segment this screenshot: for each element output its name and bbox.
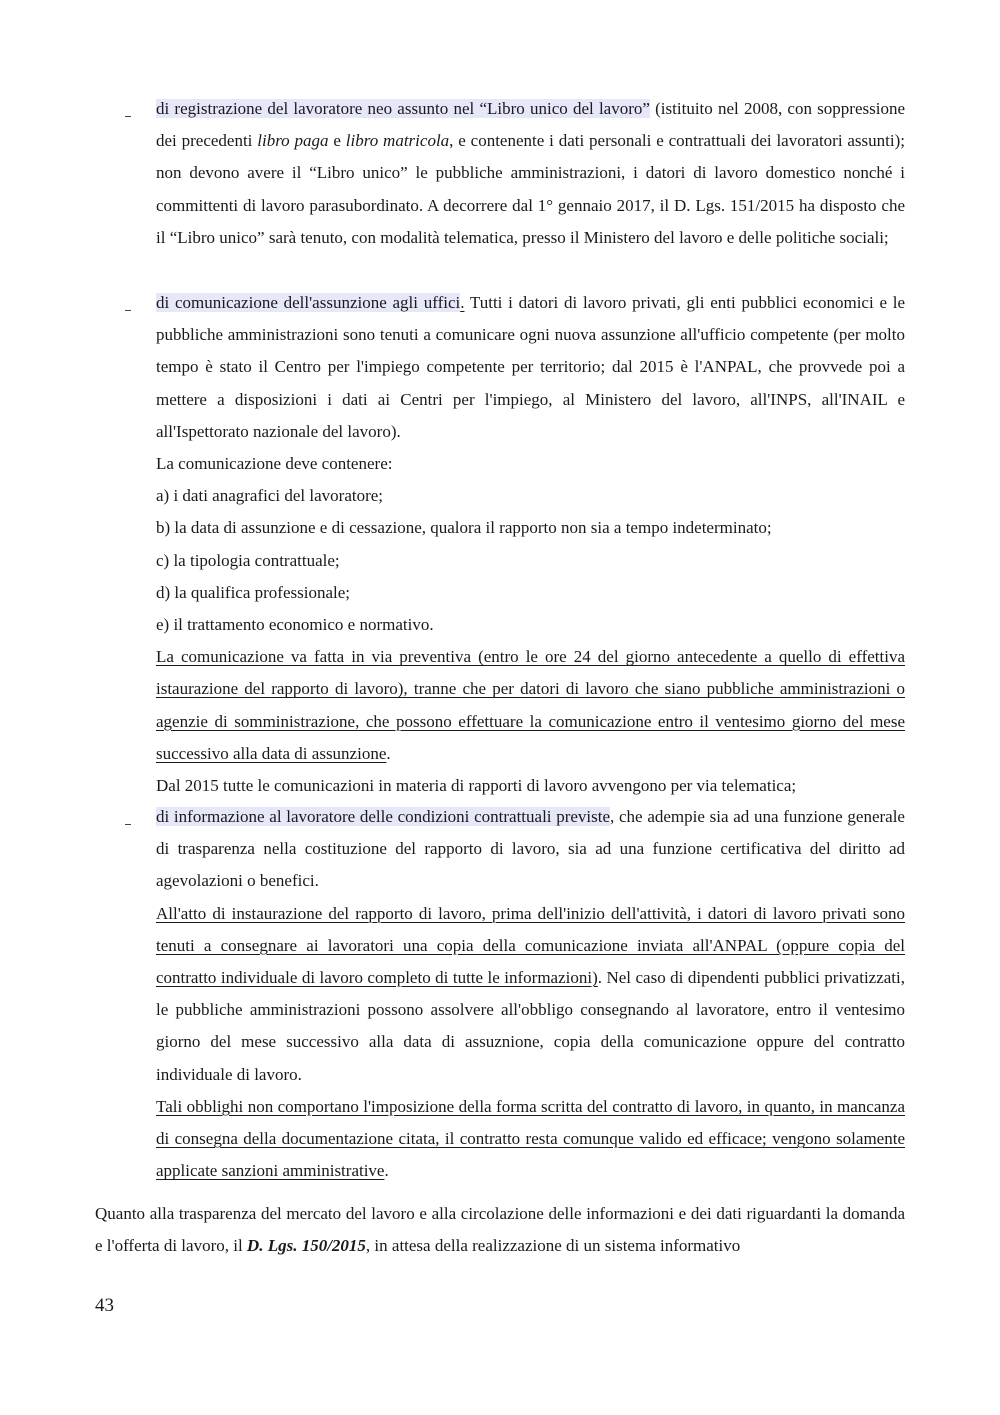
law-reference: D. Lgs. 150/2015 xyxy=(246,1236,366,1256)
list-intro: La comunicazione deve contenere: xyxy=(156,454,393,474)
paragraph: di informazione al lavoratore delle condizioni contrattuali previste, che adempie sia ad una funzione generale di trasparenza nella costituzione del rapporto di lavoro, sia ad una funzione certificativa del diritto ad agevolazioni o benefici. xyxy=(156,807,905,891)
underlined-text: La comunicazione va fatta in via preventiva (entro le ore 24 del giorno antecedente a quello di effettiva istaurazione del rapporto di lavoro), tranne che per datori di lavoro che siano pubbliche amministrazioni o agenzie di somministrazione, che possono effettuare la comunicazione entro il ventesimo giorno del mese successivo alla data di assunzione xyxy=(156,647,905,763)
bullet-marker xyxy=(125,116,131,117)
italic-text: libro paga xyxy=(257,131,329,151)
paragraph: La comunicazione va fatta in via preventiva (entro le ore 24 del giorno antecedente a quello di effettiva istaurazione del rapporto di lavoro), tranne che per datori di lavoro che siano pubbliche amministrazioni o agenzie di somministrazione, che possono effettuare la comunicazione entro il ventesimo giorno del mese successivo alla data di assunzione. xyxy=(156,647,905,763)
list-entry: a) i dati anagrafici del lavoratore; xyxy=(156,486,384,506)
list-item-libro-unico xyxy=(156,93,905,254)
paragraph: di comunicazione dell'assunzione agli uffici. Tutti i datori di lavoro privati, gli enti pubblici economici e le pubbliche amministrazioni sono tenuti a comunicare ogni nuova assunzione all'ufficio competente (per molto tempo è stato il Centro per l'impiego competente per territorio; dal 2015 è l'ANPAL, che provvede poi a mettere a disposizioni i dati ai Centri per l'impiego, al Ministero del lavoro, all'INPS, all'INAIL e all'Ispettorato nazionale del lavoro). xyxy=(156,293,906,441)
italic-text: libro matricola xyxy=(345,131,450,151)
list-item-comunicazione xyxy=(156,287,905,802)
underlined-text: All'atto di instaurazione del rapporto di lavoro, prima dell'inizio dell'attività, i datori di lavoro privati sono tenuti a consegnare ai lavoratori una copia della comunicazione inviata all'ANPAL (oppure copia del contratto individuale di lavoro completo di tutte le informazioni) xyxy=(156,903,905,988)
list-item-informazione xyxy=(156,801,905,1187)
paragraph: All'atto di instaurazione del rapporto di lavoro, prima dell'inizio dell'attività, i datori di lavoro privati sono tenuti a consegnare ai lavoratori una copia della comunicazione inviata all'ANPAL (oppure copia del contratto individuale di lavoro completo di tutte le informazioni). Nel caso di dipendenti pubblici privatizzati, le pubbliche amministrazioni possono assolvere all'obbligo consegnando al lavoratore, entro il ventesimo giorno del mese successivo alla data di assuznione, copia della comunicazione oppure del contratto individuale di lavoro. xyxy=(156,903,905,1084)
bullet-marker xyxy=(125,310,131,311)
highlighted-text: di registrazione del lavoratore neo assunto nel “Libro unico del lavoro” xyxy=(156,99,650,118)
paragraph: Dal 2015 tutte le comunicazioni in materia di rapporti di lavoro avvengono per via telematica; xyxy=(156,776,797,796)
page-number: 43 xyxy=(95,1295,114,1316)
list-entry: c) la tipologia contrattuale; xyxy=(156,550,340,570)
body-paragraph xyxy=(95,1198,905,1262)
paragraph: di registrazione del lavoratore neo assunto nel “Libro unico del lavoro” (istituito nel 2008, con soppressione dei precedenti libro paga e libro matricola, e contenente i dati personali e contrattuali dei lavoratori assunti); non devono avere il “Libro unico” le pubbliche amministrazioni, i datori di lavoro domestico nonché i committenti di lavoro parasubordinato. A decorrere dal 1° gennaio 2017, il D. Lgs. 151/2015 ha disposto che il “Libro unico” sarà tenuto, con modalità telematica, presso il Ministero del lavoro e delle politiche sociali; xyxy=(156,99,905,247)
paragraph: Quanto alla trasparenza del mercato del lavoro e alla circolazione delle informazioni e dei dati riguardanti la domanda e l'offerta di lavoro, il D. Lgs. 150/2015, in attesa della realizzazione di un sistema informativo xyxy=(95,1204,905,1256)
highlighted-text: di comunicazione dell'assunzione agli uffici xyxy=(156,293,461,312)
highlighted-text: di informazione al lavoratore delle condizioni contrattuali previste xyxy=(156,807,611,826)
bullet-marker xyxy=(125,824,131,825)
list-entry: b) la data di assunzione e di cessazione, qualora il rapporto non sia a tempo indeterminato; xyxy=(156,518,772,538)
list-entry: e) il trattamento economico e normativo. xyxy=(156,615,434,635)
underlined-text: Tali obblighi non comportano l'imposizione della forma scritta del contratto di lavoro, in quanto, in mancanza di consegna della documentazione citata, il contratto resta comunque valido ed efficace; vengono solamente applicate sanzioni amministrative xyxy=(156,1096,905,1181)
list-entry: d) la qualifica professionale; xyxy=(156,582,351,602)
paragraph: Tali obblighi non comportano l'imposizione della forma scritta del contratto di lavoro, in quanto, in mancanza di consegna della documentazione citata, il contratto resta comunque valido ed efficace; vengono solamente applicate sanzioni amministrative. xyxy=(156,1096,905,1181)
